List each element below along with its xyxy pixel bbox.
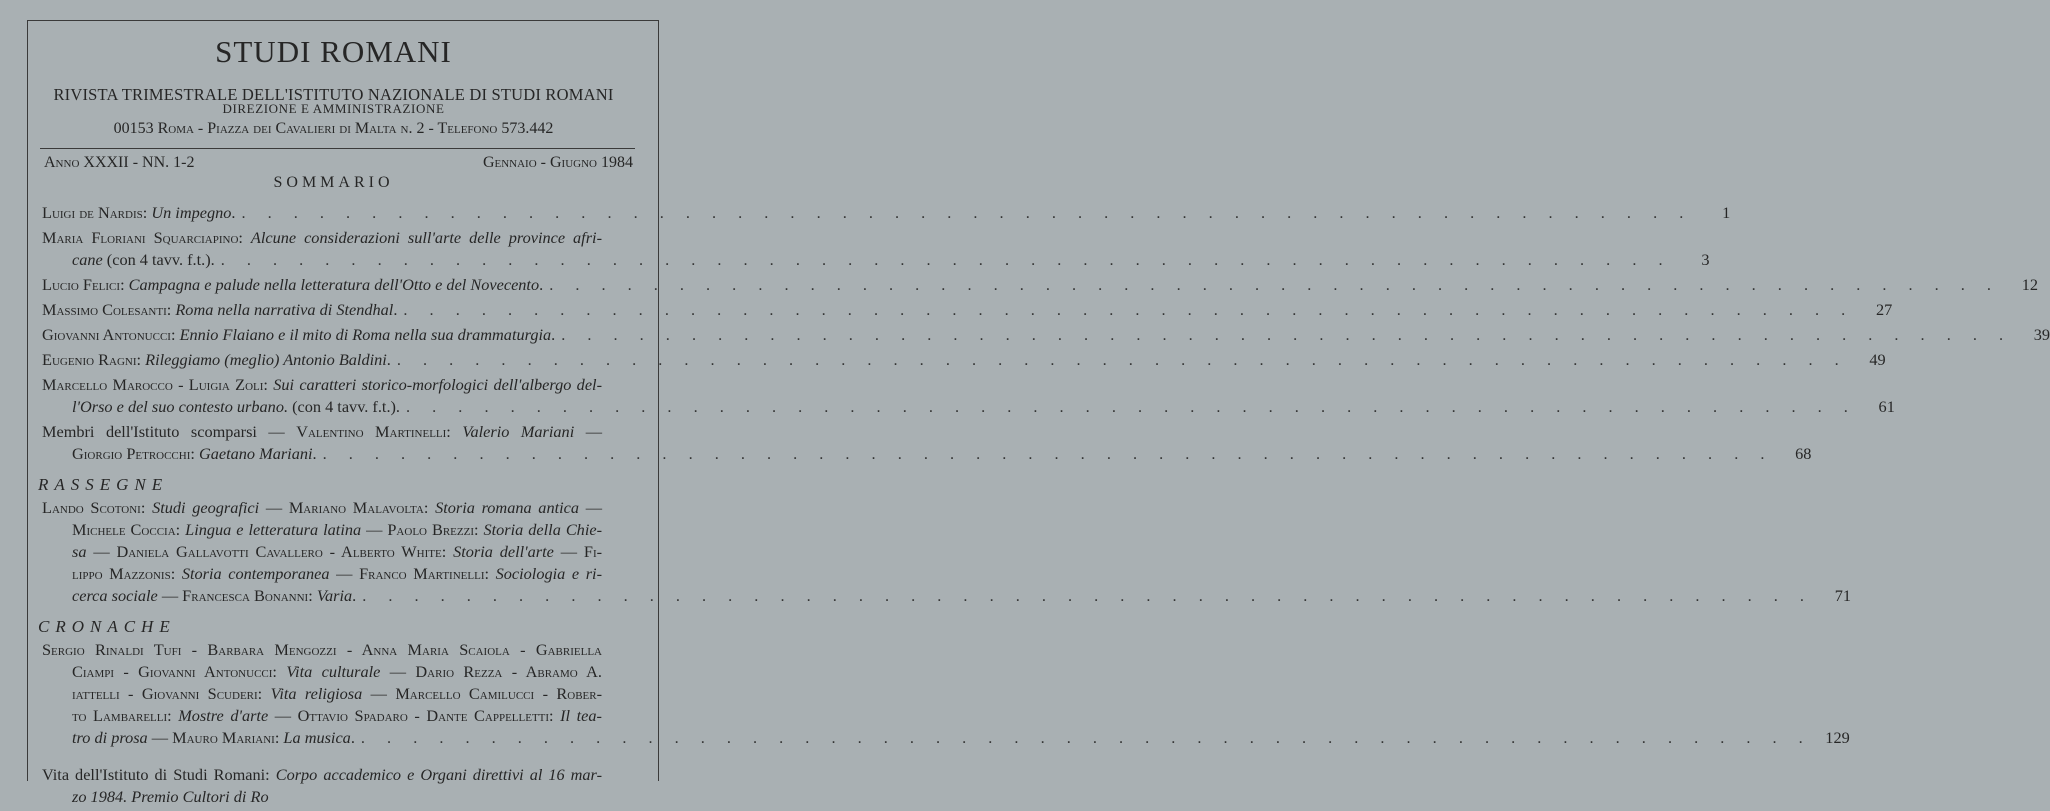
toc-line: [42, 299, 1893, 321]
issue-date: Gennaio - Giugno 1984: [482, 154, 633, 171]
page-number: 1: [1722, 203, 1731, 222]
toc-line: [42, 639, 640, 661]
entry-text-segment: :: [167, 706, 179, 725]
entry-text: [72, 519, 602, 541]
toc-line: [42, 683, 640, 705]
entry-text: [42, 764, 602, 786]
dot-leader: . . . . . . . . . . . . . . . . . . . . . . . . . . . . . . . . . . . . . . . . . . . . . . . . . . . . . . . .: [403, 300, 1855, 319]
dot-leader: . . . . . . . . . . . . . . . . . . . . . . . . . . . . . . . . . . . . . . . . . . . . . . . . . . . . . . . .: [362, 586, 1813, 605]
table-of-contents: [38, 202, 2050, 811]
entry-text-segment: .: [386, 350, 391, 369]
entry-text-segment: Membri dell'Istituto scomparsi —: [42, 422, 297, 441]
article-title: Vita religiosa: [270, 684, 363, 703]
entry-text: [42, 274, 543, 296]
entry-text-segment: :: [441, 542, 454, 561]
entry-text: [72, 683, 602, 705]
entry-text-segment: :: [446, 422, 463, 441]
author-name: Lando Scotoni: [42, 498, 141, 517]
entry-text-segment: :: [170, 564, 182, 583]
toc-entry: [42, 349, 1886, 371]
entry-text-segment: :: [272, 662, 287, 681]
toc-entry: [42, 374, 1895, 418]
toc-entry: [42, 202, 1731, 224]
author-name: Eugenio Ragni: [42, 350, 137, 369]
author-name: Giovanni Antonucci: [42, 325, 171, 344]
toc-line: [42, 249, 1710, 271]
entry-text-segment: .: [551, 325, 556, 344]
entry-text-segment: :: [166, 300, 176, 319]
article-title: Alcune considerazioni sull'arte delle province afri-: [250, 228, 602, 247]
author-name: Ciampi - Giovanni Antonucci: [72, 662, 273, 681]
author-name: Lucio Felici: [42, 275, 121, 294]
article-title: sa: [72, 542, 87, 561]
article-title: Vita culturale: [286, 662, 381, 681]
entry-text: [42, 421, 602, 443]
entry-text: [72, 585, 356, 607]
entry-text: [42, 202, 235, 224]
entry-text-segment: .: [350, 728, 355, 747]
entry-text-segment: :: [120, 275, 129, 294]
entry-text-segment: :: [175, 520, 186, 539]
entry-text-segment: :: [484, 564, 496, 583]
toc-entry: [42, 639, 1850, 749]
page-number: 71: [1834, 586, 1851, 605]
entry-text-segment: .: [393, 300, 398, 319]
toc-entry: [42, 227, 1710, 271]
entry-text: [72, 786, 269, 808]
article-title: Lingua e letteratura latina: [185, 520, 362, 539]
article-title: Ennio Flaiano e il mito di Roma nella sua drammaturgia: [179, 325, 552, 344]
toc-entry: [42, 497, 1851, 607]
author-name: Michele Coccia: [72, 520, 176, 539]
toc-line: [42, 202, 1731, 224]
entry-text-segment: —: [553, 542, 584, 561]
toc-line: [42, 227, 640, 249]
entry-text: [72, 249, 215, 271]
article-title: tro di prosa: [72, 728, 148, 747]
article-title: Sui caratteri storico-morfologici dell'albergo del-: [273, 375, 602, 394]
dot-leader: . . . . . . . . . . . . . . . . . . . . . . . . . . . . . . . . . . . . . . . . . . . . . . . . . . . . . . . .: [396, 350, 1848, 369]
entry-text: [42, 349, 391, 371]
author-name: Francesca Bonanni: [182, 586, 309, 605]
dot-leader: . . . . . . . . . . . . . . . . . . . . . . . . . . . . . . . . . . . . . . . . . . . . . . . . . . . . . . . .: [549, 275, 2000, 294]
article-title: zo 1984. Premio Cultori di Ro: [72, 787, 269, 806]
dot-leader: . . . . . . . . . . . . . . . . . . . . . . . . . . . . . . . . . . . . . . . . . . . . . . . . . . . . . . . .: [406, 397, 1857, 416]
article-title: Valerio Mariani: [462, 422, 575, 441]
author-name: Luigi de Nardis: [42, 203, 143, 222]
toc-line: [42, 764, 640, 786]
entry-text: [42, 324, 555, 346]
toc-line: [42, 396, 1895, 418]
entry-text-segment: —: [268, 706, 298, 725]
author-name: Giorgio Petrocchi: [72, 444, 191, 463]
author-name: Franco Martinelli: [359, 564, 485, 583]
toc-line: [42, 541, 640, 563]
entry-text-segment: :: [549, 706, 561, 725]
toc-line: [42, 443, 1812, 465]
entry-text: [72, 705, 602, 727]
article-title: Campagna e palude nella letteratura dell'Otto e del Novecento: [128, 275, 540, 294]
article-title: cerca sociale: [72, 586, 158, 605]
entry-text-segment: :: [238, 228, 251, 247]
dot-leader: . . . . . . . . . . . . . . . . . . . . . . . . . . . . . . . . . . . . . . . . . . . . . . . . . . . . . . . .: [561, 325, 2013, 344]
author-name: Daniela Gallavotti Cavallero - Alberto White: [116, 542, 442, 561]
divider: [40, 148, 635, 149]
toc-line: [42, 661, 640, 683]
page-number: 129: [1825, 728, 1850, 747]
toc-line: [42, 786, 640, 808]
article-title: Corpo accademico e Organi direttivi al 16 mar-: [275, 765, 602, 784]
entry-text: [72, 661, 602, 683]
entry-text-segment: :: [308, 586, 317, 605]
entry-text: [72, 563, 602, 585]
journal-title: STUDI ROMANI: [215, 34, 452, 69]
article-title: Varia: [316, 586, 353, 605]
page-number: 68: [1795, 444, 1812, 463]
article-title: Storia dell'arte: [453, 542, 554, 561]
article-title: Rileggiamo (meglio) Antonio Baldini: [145, 350, 387, 369]
journal-subtitle: RIVISTA TRIMESTRALE DELL'ISTITUTO NAZIONALE DI STUDI ROMANI: [53, 85, 614, 104]
issue-number: Anno XXXII - NN. 1-2: [44, 154, 195, 171]
entry-text-segment: —: [86, 542, 117, 561]
entry-text-segment: (con 4 tavv. f.t.).: [288, 397, 401, 416]
article-title: Storia romana antica: [435, 498, 580, 517]
article-title: cane: [72, 250, 103, 269]
entry-text-segment: —: [361, 520, 388, 539]
entry-text: [42, 639, 602, 661]
article-title: Sociologia e ri-: [495, 564, 602, 583]
article-title: Roma nella narrativa di Stendhal: [175, 300, 394, 319]
entry-text-segment: :: [423, 498, 436, 517]
entry-text-segment: :: [257, 684, 271, 703]
article-title: Storia contemporanea: [181, 564, 330, 583]
author-name: Paolo Brezzi: [387, 520, 474, 539]
address: 00153 Roma - Piazza dei Cavalieri di Malta n. 2 - Telefono 573.442: [113, 120, 554, 137]
toc-entry: [42, 299, 1893, 321]
entry-text-segment: :: [274, 728, 284, 747]
author-name: Marcello Marocco - Luigia Zoli: [42, 375, 264, 394]
dot-leader: . . . . . . . . . . . . . . . . . . . . . . . . . . . . . . . . . . . . . . . . . . . . . . . . . . . . . . . .: [241, 203, 1693, 222]
author-name: Fi-: [583, 542, 603, 561]
entry-text: [42, 497, 602, 519]
entry-text-segment: :: [473, 520, 484, 539]
article-title: Il tea-: [560, 706, 602, 725]
entry-text-segment: .: [539, 275, 544, 294]
toc-line: [42, 421, 640, 443]
toc-line: [42, 274, 2038, 296]
entry-text-segment: —: [157, 586, 183, 605]
toc-line: [42, 324, 2050, 346]
toc-line: [42, 497, 640, 519]
toc-line: [42, 727, 1850, 749]
entry-text-segment: :: [190, 444, 199, 463]
entry-text-segment: Vita dell'Istituto di Studi Romani:: [42, 765, 276, 784]
author-name: Dario Rezza - Abramo A.: [415, 662, 603, 681]
entry-text-segment: —: [579, 498, 602, 517]
author-name: iattelli - Giovanni Scuderi: [72, 684, 258, 703]
author-name: Ottavio Spadaro - Dante Cappelletti: [297, 706, 550, 725]
entry-text: [72, 541, 602, 563]
entry-text: [42, 227, 602, 249]
toc-line: [42, 585, 1851, 607]
author-name: Maria Floriani Squarciapino: [42, 228, 239, 247]
toc-line: [42, 374, 640, 396]
dot-leader: . . . . . . . . . . . . . . . . . . . . . . . . . . . . . . . . . . . . . . . . . . . . . . . . . . . . . . . .: [322, 444, 1774, 463]
contents-heading: SOMMARIO: [273, 174, 394, 191]
page-number: 3: [1701, 250, 1710, 269]
dot-leader: . . . . . . . . . . . . . . . . . . . . . . . . . . . . . . . . . . . . . . . . . . . . . . . . . . . . . . . .: [360, 728, 1812, 747]
entry-text: [72, 727, 355, 749]
toc-entry: [42, 421, 1812, 465]
entry-text: [72, 396, 400, 418]
author-name: Mauro Mariani: [172, 728, 275, 747]
section-heading: RASSEGNE: [38, 475, 169, 494]
author-name: Marcello Camilucci - Rober-: [395, 684, 603, 703]
article-title: Mostre d'arte: [178, 706, 269, 725]
author-name: Mariano Malavolta: [288, 498, 424, 517]
entry-text-segment: —: [362, 684, 396, 703]
article-title: Storia della Chie-: [483, 520, 602, 539]
toc-line: [42, 349, 1886, 371]
entry-text-segment: :: [263, 375, 274, 394]
entry-text-segment: .: [312, 444, 317, 463]
page-number: 39: [2033, 325, 2050, 344]
page-number: 27: [1875, 300, 1893, 319]
entry-text-segment: :: [170, 325, 180, 344]
entry-text-segment: —: [574, 422, 602, 441]
entry-text-segment: —: [380, 662, 416, 681]
section-heading: CRONACHE: [38, 617, 176, 636]
entry-text-segment: —: [329, 564, 360, 583]
toc-line: [42, 563, 640, 585]
toc-line: [42, 705, 640, 727]
author-name: lippo Mazzonis: [72, 564, 171, 583]
entry-text-segment: —: [147, 728, 173, 747]
article-title: La musica: [283, 728, 351, 747]
author-name: to Lambarelli: [72, 706, 168, 725]
spacer: [42, 752, 640, 764]
entry-text-segment: .: [231, 203, 236, 222]
entry-text-segment: :: [140, 498, 153, 517]
entry-text-segment: :: [136, 350, 146, 369]
entry-text: [42, 374, 602, 396]
entry-text: [42, 299, 397, 321]
entry-text-segment: —: [259, 498, 289, 517]
author-name: Massimo Colesanti: [42, 300, 167, 319]
article-title: Un impegno: [151, 203, 232, 222]
article-title: Studi geografici: [152, 498, 260, 517]
toc-entry: [42, 764, 640, 808]
author-name: Sergio Rinaldi Tufi - Barbara Mengozzi - Anna Maria Scaiola - Gabriella: [42, 640, 602, 659]
dot-leader: . . . . . . . . . . . . . . . . . . . . . . . . . . . . . . . . . . . . . . . . . . . . . . . . . . . . . . . .: [220, 250, 1672, 269]
toc-line: [42, 519, 640, 541]
page-number: 61: [1878, 397, 1895, 416]
toc-entry: [42, 324, 2050, 346]
entry-text-segment: .: [352, 586, 357, 605]
page-number: 49: [1869, 350, 1886, 369]
article-title: Gaetano Mariani: [199, 444, 313, 463]
article-title: l'Orso e del suo contesto urbano.: [72, 397, 289, 416]
entry-text-segment: :: [142, 203, 152, 222]
page-number: 12: [2021, 275, 2038, 294]
direction-label: DIREZIONE E AMMINISTRAZIONE: [222, 101, 445, 116]
entry-text-segment: (con 4 tavv. f.t.).: [102, 250, 215, 269]
author-name: Valentino Martinelli: [296, 422, 447, 441]
toc-entry: [42, 274, 2038, 296]
entry-text: [72, 443, 317, 465]
